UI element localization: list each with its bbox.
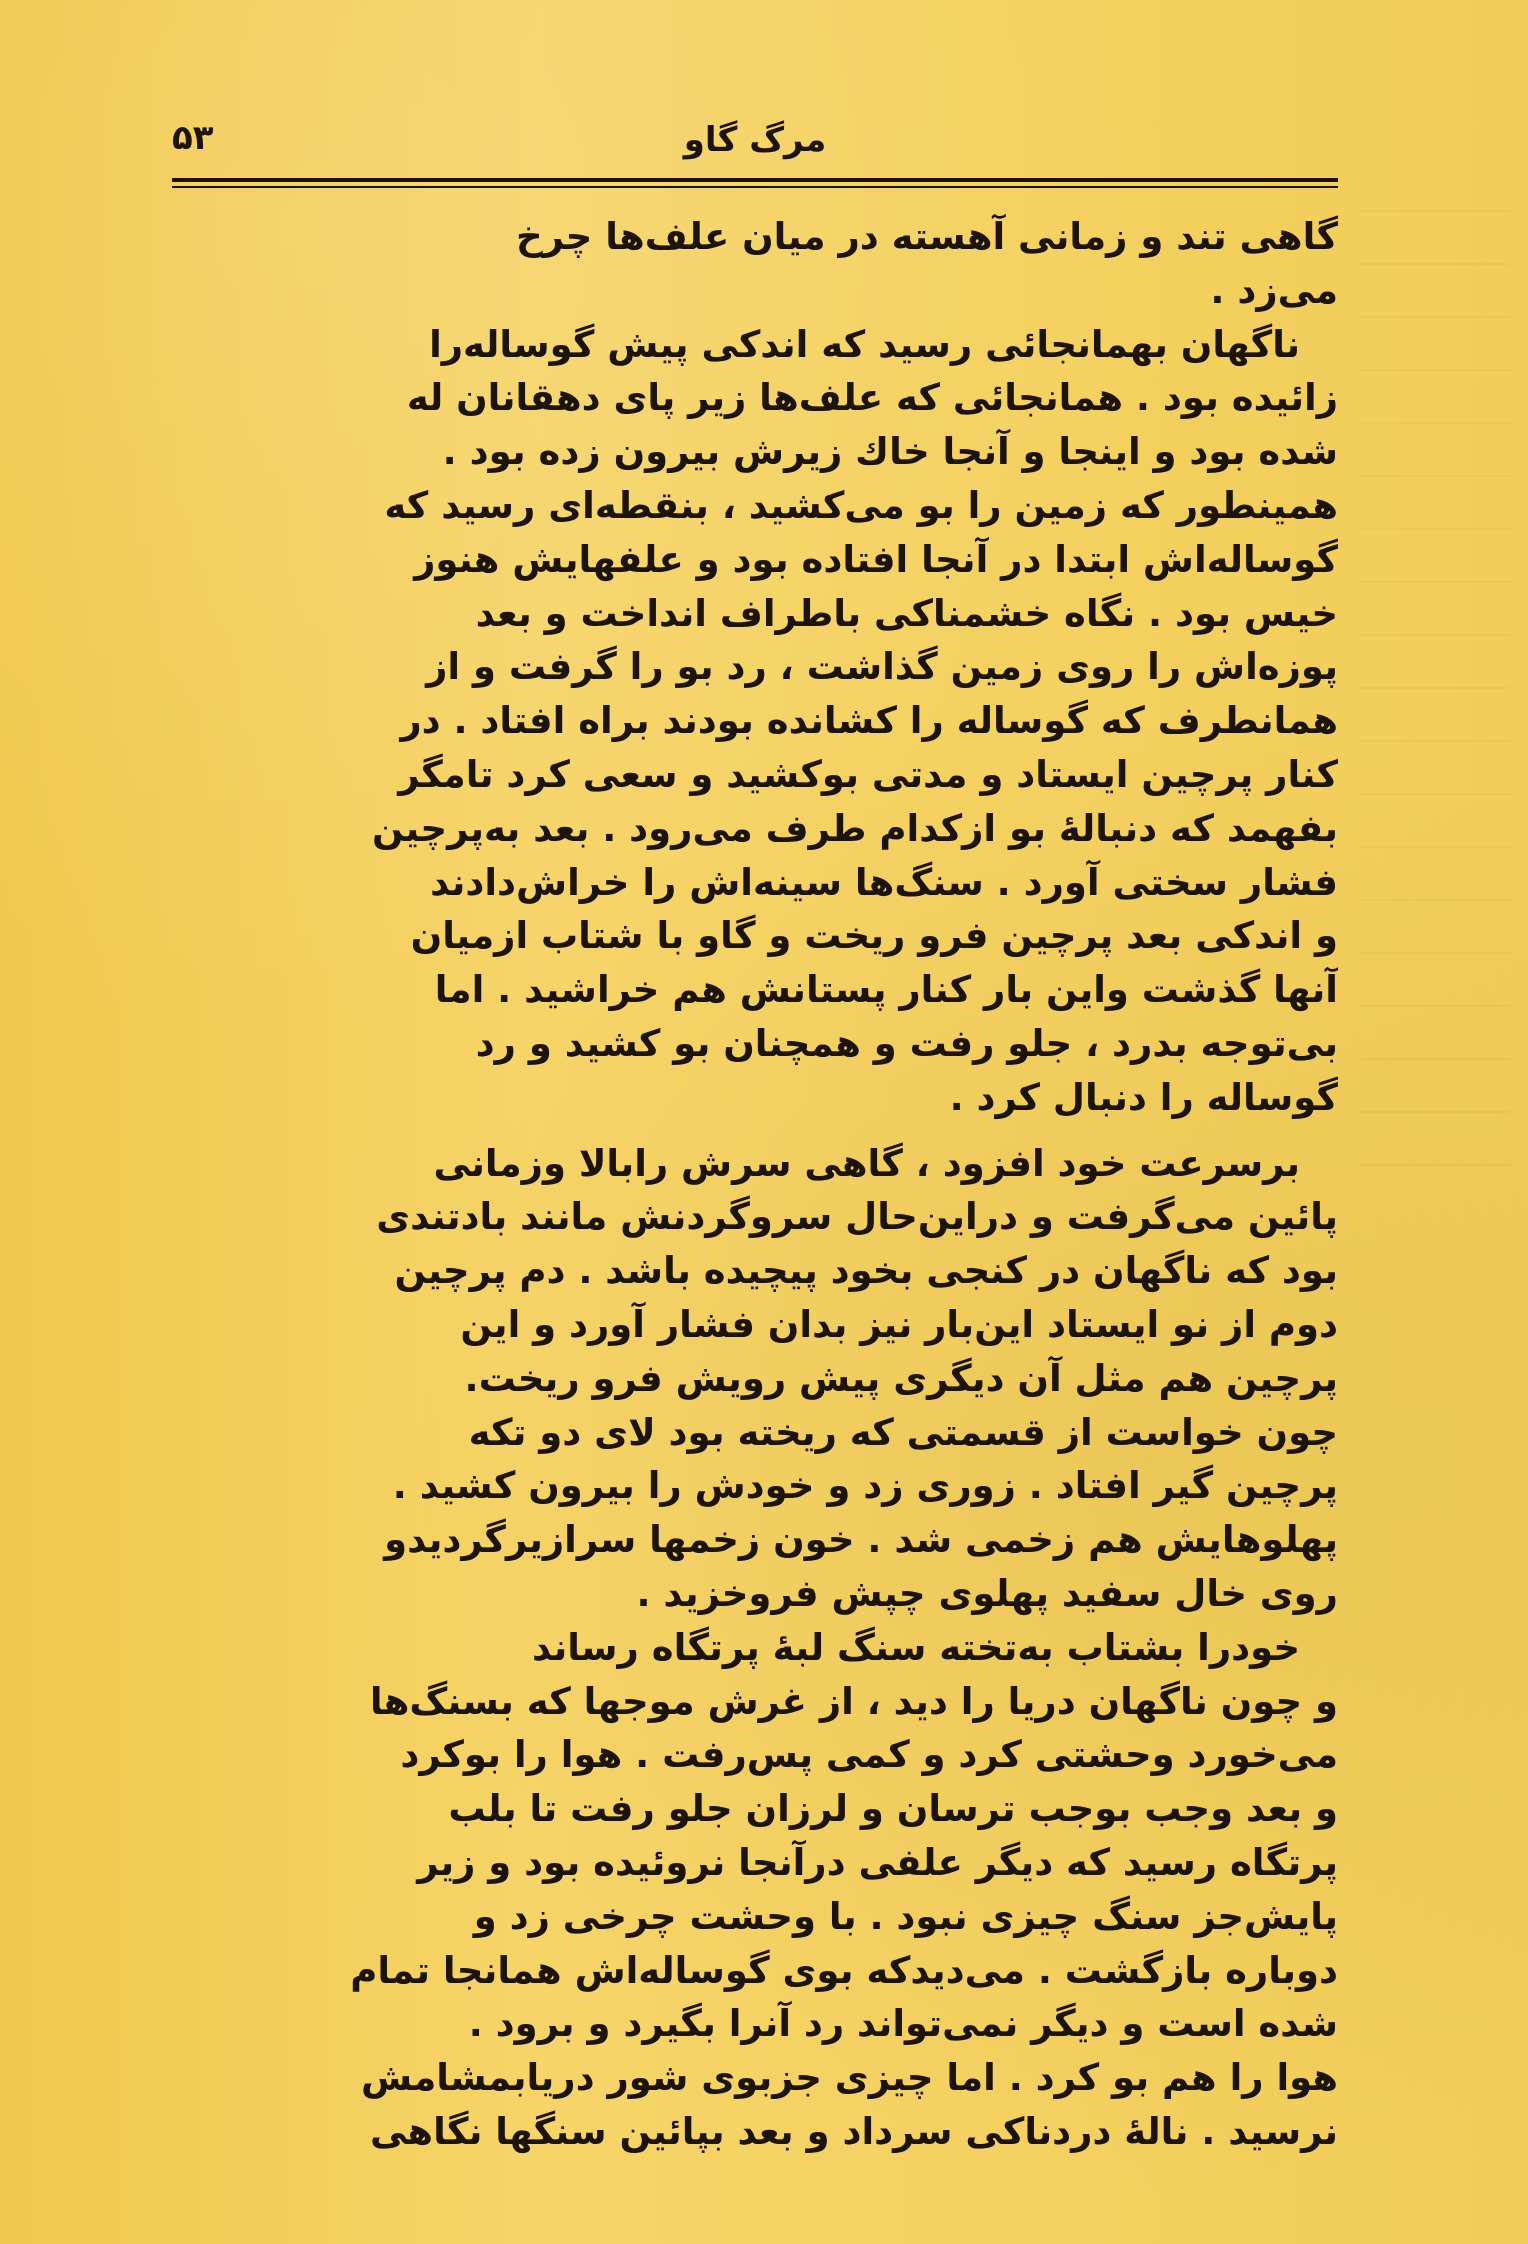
text-line: بی‌توجه بدرد ، جلو رفت و همچنان بو کشید و رد [475,1021,1338,1065]
show-through-texture [1360,210,1510,1210]
text-line: آنها گذشت واین بار کنار پستانش هم خراشید . اما [434,968,1338,1012]
text-line: پوزه‌اش را روی زمین گذاشت ، رد بو را گرفت و از [426,645,1338,689]
page-body [166,210,1338,2159]
text-line: خودرا بشتاب به‌تخته سنگ لبهٔ پرتگاه رساند [532,1625,1300,1669]
text-line: و چون ناگهان دریا را دید ، از غرش موجها که بسنگ‌ها [369,1679,1338,1723]
text-line: بود که ناگهان در کنجی بخود پیچیده باشد . دم پرچین [394,1249,1338,1293]
text-line: پایش‌جز سنگ چیزی نبود . با وحشت چرخی زد و [473,1894,1338,1938]
text-line: بفهمد که دنبالهٔ بو ازکدام طرف می‌رود . بعد به‌پرچین [372,806,1338,850]
text-line: پرچین گیر افتاد . زوری زد و خودش را بیرون کشید . [392,1464,1338,1508]
text-line: می‌زد . [1210,268,1338,312]
text-line: همینطور که زمین را بو می‌کشید ، بنقطه‌ای رسید که [384,483,1338,527]
paragraph-gap [166,1125,1338,1137]
text-line: پرتگاه رسید که دیگر علفی درآنجا نروئیده بود و زیر [417,1840,1338,1884]
text-line: پائین می‌گرفت و دراین‌حال سروگردنش مانند بادتندی [376,1195,1338,1239]
text-line: همانطرف که گوساله را کشانده بودند براه افتاد . در [400,699,1338,743]
text-line: کنار پرچین ایستاد و مدتی بوکشید و سعی کرد تامگر [398,752,1338,796]
page-number: ۵۳ [172,118,214,158]
text-line: فشار سختی آورد . سنگ‌ها سینه‌اش را خراش‌دادند [430,860,1338,904]
text-line: گوساله را دنبال کرد . [949,1075,1338,1119]
text-line: دوباره بازگشت . می‌دیدکه بوی گوساله‌اش همانجا تمام [350,1948,1338,1992]
text-line: گاهی تند و زمانی آهسته در میان علف‌ها چرخ [516,215,1338,258]
text-line: برسرعت خود افزود ، گاهی سرش رابالا وزمانی [433,1141,1300,1185]
text-line: شده است و دیگر نمی‌تواند رد آنرا بگیرد و برود . [468,2002,1338,2046]
text-line: ناگهان بهمانجائی رسید که اندکی پیش گوساله‌را [429,322,1300,366]
text-line: می‌خورد وحشتی کرد و کمی پس‌رفت . هوا را بوکرد [400,1733,1338,1777]
text-line: نرسید . نالهٔ دردناکی سرداد و بعد بپائین سنگها نگاهی [370,2109,1338,2153]
text-line: گوساله‌اش ابتدا در آنجا افتاده بود و علفهایش هنوز [414,537,1338,581]
header-rule-thick [172,178,1338,182]
text-line: دوم از نو ایستاد این‌بار نیز بدان فشار آورد و این [460,1302,1338,1346]
text-line: شده بود و اینجا و آنجا خاك زیرش بیرون زده بود . [442,430,1338,474]
text-line: روی خال سفید پهلوی چپش فروخزید . [636,1571,1338,1615]
text-line: خیس بود . نگاه خشمناکی باطراف انداخت و بعد [475,591,1338,635]
text-line: زائیده بود . همانجائی که علف‌ها زیر پای دهقانان له [406,376,1338,420]
text-line: هوا را هم بو کرد . اما چیزی جزبوی شور دریابمشامش [361,2056,1338,2100]
text-line: و بعد وجب بوجب ترسان و لرزان جلو رفت تا بلب [448,1787,1338,1831]
text-line: پرچین هم مثل آن دیگری پیش رویش فرو ریخت. [464,1356,1338,1400]
header-rule-thin [172,186,1338,188]
text-line: پهلوهایش هم زخمی شد . خون زخمها سرازیرگردیدو [384,1518,1338,1562]
text-line: و اندکی بعد پرچین فرو ریخت و گاو با شتاب ازمیان [410,914,1338,958]
text-line: چون خواست از قسمتی که ریخته بود لای دو تکه [468,1410,1338,1454]
running-title: مرگ گاو [683,120,827,160]
